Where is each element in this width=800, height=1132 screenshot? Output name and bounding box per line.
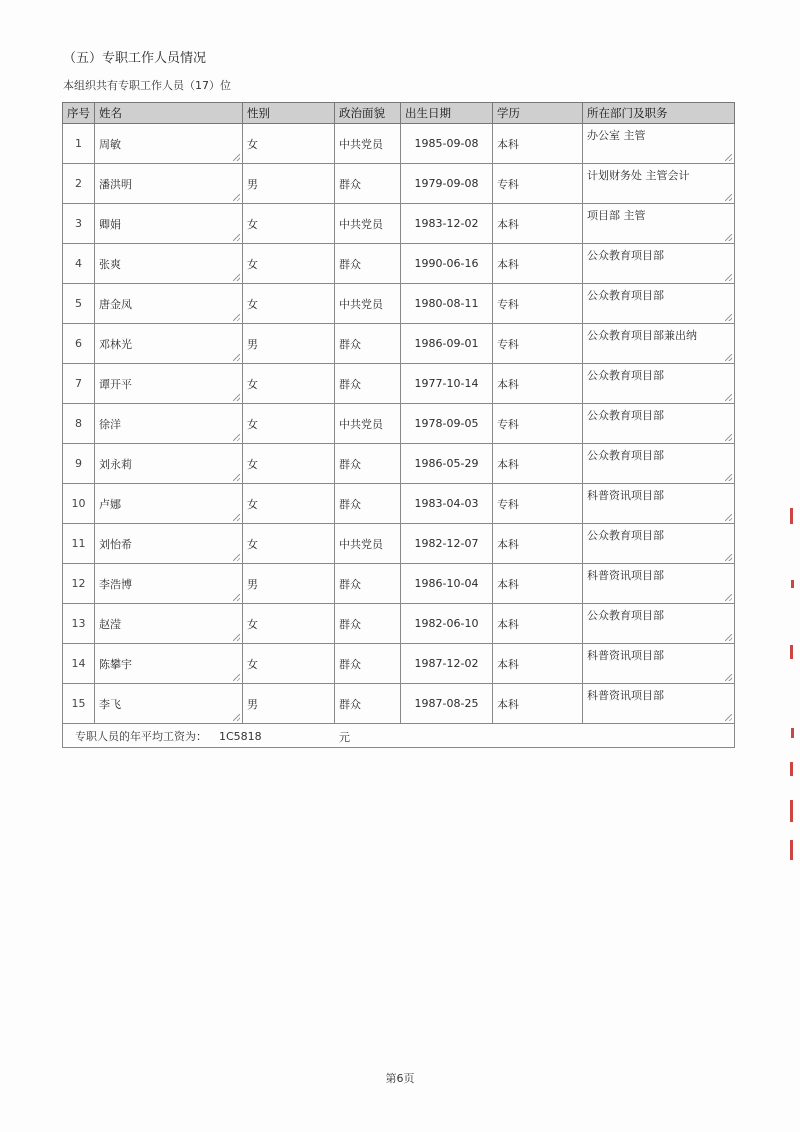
header-department: 所在部门及职务 xyxy=(583,103,735,124)
cell-gender-text: 女 xyxy=(247,257,258,271)
table-row xyxy=(63,644,735,684)
table-row xyxy=(63,284,735,324)
cell-education xyxy=(493,484,583,524)
table-row xyxy=(63,124,735,164)
salary-label: 专职人员的年平均工资为： xyxy=(75,729,207,743)
cell-name xyxy=(95,364,243,404)
cell-name-text: 卢娜 xyxy=(99,497,121,511)
cell-gender xyxy=(243,364,335,404)
page-number: 第6页 xyxy=(385,1072,415,1085)
scan-mark xyxy=(790,508,793,524)
cell-education xyxy=(493,204,583,244)
resize-grip-icon xyxy=(233,354,240,361)
cell-politics xyxy=(335,364,401,404)
cell-no-text: 15 xyxy=(71,697,86,710)
cell-politics-text: 中共党员 xyxy=(339,297,383,311)
cell-no-text: 12 xyxy=(71,577,86,590)
cell-education-text: 本科 xyxy=(497,457,519,471)
salary-unit: 元 xyxy=(339,731,350,744)
cell-name xyxy=(95,564,243,604)
cell-gender-text: 女 xyxy=(247,497,258,511)
cell-dob-text: 1982-12-07 xyxy=(414,537,479,550)
cell-gender-text: 女 xyxy=(247,657,258,671)
cell-name xyxy=(95,604,243,644)
resize-grip-icon xyxy=(233,594,240,601)
cell-politics xyxy=(335,684,401,724)
cell-dob-text: 1982-06-10 xyxy=(414,617,479,630)
cell-politics xyxy=(335,324,401,364)
cell-dob-text: 1986-05-29 xyxy=(414,457,479,470)
cell-dob xyxy=(401,444,493,484)
cell-politics-text: 群众 xyxy=(339,657,361,671)
cell-no xyxy=(63,124,95,164)
cell-dob xyxy=(401,204,493,244)
cell-dob xyxy=(401,564,493,604)
cell-gender xyxy=(243,284,335,324)
cell-politics-text: 中共党员 xyxy=(339,217,383,231)
cell-name-text: 刘永莉 xyxy=(99,457,132,471)
cell-department xyxy=(583,164,735,204)
cell-gender-text: 女 xyxy=(247,417,258,431)
scan-mark xyxy=(791,728,794,738)
cell-department-text: 计划财务处 主管会计 xyxy=(587,169,690,182)
resize-grip-icon xyxy=(233,154,240,161)
cell-gender xyxy=(243,484,335,524)
cell-education xyxy=(493,364,583,404)
cell-education-text: 专科 xyxy=(497,297,519,311)
cell-name xyxy=(95,204,243,244)
resize-grip-icon xyxy=(233,234,240,241)
cell-education-text: 专科 xyxy=(497,337,519,351)
cell-dob xyxy=(401,404,493,444)
table-row xyxy=(63,164,735,204)
cell-no xyxy=(63,684,95,724)
cell-department-text: 科普资讯项目部 xyxy=(587,569,664,582)
cell-no-text: 11 xyxy=(71,537,86,550)
cell-no xyxy=(63,204,95,244)
cell-dob-text: 1978-09-05 xyxy=(414,417,479,430)
cell-gender-text: 女 xyxy=(247,217,258,231)
staff-count-line xyxy=(63,77,231,93)
resize-grip-icon xyxy=(725,634,732,641)
cell-name xyxy=(95,164,243,204)
salary-cell xyxy=(63,724,735,748)
cell-politics-text: 群众 xyxy=(339,257,361,271)
table-row xyxy=(63,404,735,444)
cell-education-text: 本科 xyxy=(497,257,519,271)
scan-mark xyxy=(790,762,793,776)
table-row xyxy=(63,564,735,604)
cell-gender-text: 女 xyxy=(247,377,258,391)
cell-dob-text: 1987-08-25 xyxy=(414,697,479,710)
resize-grip-icon xyxy=(233,714,240,721)
cell-gender-text: 女 xyxy=(247,137,258,151)
header-politics: 政治面貌 xyxy=(335,103,401,124)
resize-grip-icon xyxy=(725,274,732,281)
cell-gender-text: 男 xyxy=(247,337,258,351)
cell-no xyxy=(63,484,95,524)
resize-grip-icon xyxy=(725,354,732,361)
cell-name xyxy=(95,644,243,684)
cell-politics-text: 群众 xyxy=(339,457,361,471)
cell-politics xyxy=(335,204,401,244)
cell-department xyxy=(583,204,735,244)
cell-education-text: 专科 xyxy=(497,177,519,191)
cell-gender xyxy=(243,684,335,724)
staff-table xyxy=(62,102,735,748)
salary-row xyxy=(63,724,735,748)
cell-department xyxy=(583,564,735,604)
cell-politics xyxy=(335,644,401,684)
cell-politics-text: 群众 xyxy=(339,377,361,391)
resize-grip-icon xyxy=(233,634,240,641)
resize-grip-icon xyxy=(725,594,732,601)
resize-grip-icon xyxy=(233,474,240,481)
cell-name-text: 李飞 xyxy=(99,697,121,711)
cell-dob-text: 1979-09-08 xyxy=(414,177,479,190)
cell-department-text: 公众教育项目部 xyxy=(587,249,664,262)
table-body xyxy=(63,124,735,724)
cell-department xyxy=(583,284,735,324)
cell-no-text: 7 xyxy=(75,377,82,390)
cell-department-text: 公众教育项目部 xyxy=(587,369,664,382)
cell-name-text: 谭开平 xyxy=(99,377,132,391)
cell-no xyxy=(63,524,95,564)
cell-education-text: 本科 xyxy=(497,617,519,631)
resize-grip-icon xyxy=(725,394,732,401)
cell-gender-text: 女 xyxy=(247,537,258,551)
cell-dob xyxy=(401,164,493,204)
cell-dob-text: 1986-09-01 xyxy=(414,337,479,350)
header-education: 学历 xyxy=(493,103,583,124)
cell-no-text: 8 xyxy=(75,417,82,430)
cell-department xyxy=(583,324,735,364)
cell-no xyxy=(63,404,95,444)
cell-name xyxy=(95,524,243,564)
cell-name xyxy=(95,244,243,284)
cell-education xyxy=(493,684,583,724)
cell-name xyxy=(95,684,243,724)
cell-department-text: 科普资讯项目部 xyxy=(587,689,664,702)
cell-dob xyxy=(401,364,493,404)
cell-education-text: 本科 xyxy=(497,217,519,231)
cell-no-text: 9 xyxy=(75,457,82,470)
cell-dob xyxy=(401,124,493,164)
cell-department-text: 公众教育项目部兼出纳 xyxy=(587,329,697,342)
cell-politics xyxy=(335,404,401,444)
cell-no xyxy=(63,284,95,324)
resize-grip-icon xyxy=(725,434,732,441)
cell-dob-text: 1990-06-16 xyxy=(414,257,479,270)
cell-name-text: 张爽 xyxy=(99,257,121,271)
cell-department xyxy=(583,484,735,524)
cell-department xyxy=(583,404,735,444)
table-row xyxy=(63,484,735,524)
header-gender: 性别 xyxy=(243,103,335,124)
cell-name-text: 邓林光 xyxy=(99,337,132,351)
cell-gender xyxy=(243,644,335,684)
cell-dob xyxy=(401,644,493,684)
cell-education xyxy=(493,604,583,644)
cell-gender xyxy=(243,164,335,204)
cell-no-text: 3 xyxy=(75,217,82,230)
cell-department xyxy=(583,244,735,284)
cell-education-text: 本科 xyxy=(497,657,519,671)
cell-dob-text: 1985-09-08 xyxy=(414,137,479,150)
cell-education xyxy=(493,444,583,484)
cell-education xyxy=(493,524,583,564)
cell-name-text: 赵滢 xyxy=(99,617,121,631)
resize-grip-icon xyxy=(233,674,240,681)
cell-department xyxy=(583,364,735,404)
cell-dob xyxy=(401,284,493,324)
cell-politics xyxy=(335,244,401,284)
table-row xyxy=(63,444,735,484)
cell-dob xyxy=(401,484,493,524)
resize-grip-icon xyxy=(233,314,240,321)
cell-no-text: 5 xyxy=(75,297,82,310)
resize-grip-icon xyxy=(233,434,240,441)
table-row xyxy=(63,524,735,564)
resize-grip-icon xyxy=(725,194,732,201)
cell-politics xyxy=(335,484,401,524)
table-row xyxy=(63,364,735,404)
cell-no-text: 10 xyxy=(71,497,86,510)
cell-dob-text: 1977-10-14 xyxy=(414,377,479,390)
cell-education-text: 本科 xyxy=(497,577,519,591)
cell-education-text: 本科 xyxy=(497,697,519,711)
cell-education-text: 专科 xyxy=(497,417,519,431)
cell-name-text: 陈攀宇 xyxy=(99,657,132,671)
cell-no xyxy=(63,444,95,484)
cell-gender xyxy=(243,404,335,444)
cell-no-text: 14 xyxy=(71,657,86,670)
cell-name xyxy=(95,444,243,484)
header-name: 姓名 xyxy=(95,103,243,124)
cell-gender-text: 男 xyxy=(247,177,258,191)
resize-grip-icon xyxy=(233,394,240,401)
cell-education xyxy=(493,324,583,364)
cell-dob xyxy=(401,244,493,284)
cell-education-text: 本科 xyxy=(497,377,519,391)
cell-no xyxy=(63,244,95,284)
cell-department-text: 项目部 主管 xyxy=(587,209,646,222)
cell-name-text: 李浩博 xyxy=(99,577,132,591)
count-suffix: ）位 xyxy=(209,79,231,92)
cell-gender xyxy=(243,524,335,564)
cell-politics-text: 群众 xyxy=(339,497,361,511)
cell-gender xyxy=(243,444,335,484)
cell-education xyxy=(493,644,583,684)
cell-politics-text: 群众 xyxy=(339,617,361,631)
cell-gender xyxy=(243,124,335,164)
cell-education xyxy=(493,284,583,324)
cell-department xyxy=(583,124,735,164)
cell-no xyxy=(63,644,95,684)
cell-gender xyxy=(243,604,335,644)
resize-grip-icon xyxy=(725,474,732,481)
cell-politics-text: 群众 xyxy=(339,337,361,351)
cell-politics xyxy=(335,604,401,644)
cell-no xyxy=(63,364,95,404)
resize-grip-icon xyxy=(725,154,732,161)
resize-grip-icon xyxy=(233,514,240,521)
scan-mark xyxy=(790,840,793,860)
cell-politics xyxy=(335,124,401,164)
cell-education xyxy=(493,124,583,164)
header-dob: 出生日期 xyxy=(401,103,493,124)
cell-name-text: 卿娟 xyxy=(99,217,121,231)
resize-grip-icon xyxy=(725,314,732,321)
cell-name-text: 唐金凤 xyxy=(99,297,132,311)
cell-politics xyxy=(335,284,401,324)
cell-name xyxy=(95,484,243,524)
cell-no-text: 4 xyxy=(75,257,82,270)
resize-grip-icon xyxy=(233,274,240,281)
cell-politics-text: 中共党员 xyxy=(339,537,383,551)
cell-education-text: 专科 xyxy=(497,497,519,511)
cell-name-text: 刘怡希 xyxy=(99,537,132,551)
cell-education xyxy=(493,404,583,444)
cell-name xyxy=(95,284,243,324)
staff-count: 17 xyxy=(195,79,209,92)
cell-dob xyxy=(401,324,493,364)
table-row xyxy=(63,324,735,364)
cell-no-text: 6 xyxy=(75,337,82,350)
cell-politics-text: 中共党员 xyxy=(339,137,383,151)
resize-grip-icon xyxy=(725,514,732,521)
table-row xyxy=(63,684,735,724)
table-header-row xyxy=(63,103,735,124)
cell-education xyxy=(493,164,583,204)
cell-no xyxy=(63,164,95,204)
cell-gender xyxy=(243,564,335,604)
cell-education xyxy=(493,564,583,604)
resize-grip-icon xyxy=(233,554,240,561)
cell-department xyxy=(583,684,735,724)
cell-dob xyxy=(401,524,493,564)
cell-gender-text: 女 xyxy=(247,617,258,631)
cell-name xyxy=(95,324,243,364)
cell-department xyxy=(583,444,735,484)
cell-politics-text: 群众 xyxy=(339,177,361,191)
cell-name-text: 徐洋 xyxy=(99,417,121,431)
resize-grip-icon xyxy=(725,554,732,561)
cell-gender-text: 男 xyxy=(247,697,258,711)
cell-dob xyxy=(401,604,493,644)
cell-dob-text: 1983-12-02 xyxy=(414,217,479,230)
cell-department-text: 科普资讯项目部 xyxy=(587,489,664,502)
cell-department-text: 公众教育项目部 xyxy=(587,529,664,542)
cell-gender-text: 女 xyxy=(247,457,258,471)
cell-dob-text: 1986-10-04 xyxy=(414,577,479,590)
scan-mark xyxy=(790,645,793,659)
cell-dob-text: 1980-08-11 xyxy=(414,297,479,310)
cell-department xyxy=(583,644,735,684)
cell-department xyxy=(583,604,735,644)
table-row xyxy=(63,244,735,284)
resize-grip-icon xyxy=(233,194,240,201)
cell-dob xyxy=(401,684,493,724)
scan-mark xyxy=(791,580,794,588)
cell-education-text: 本科 xyxy=(497,137,519,151)
cell-politics xyxy=(335,164,401,204)
cell-politics xyxy=(335,564,401,604)
cell-department xyxy=(583,524,735,564)
cell-no xyxy=(63,604,95,644)
salary-value: 1C5818 xyxy=(219,729,262,743)
cell-politics xyxy=(335,444,401,484)
cell-education xyxy=(493,244,583,284)
table-row xyxy=(63,604,735,644)
cell-gender xyxy=(243,244,335,284)
cell-department-text: 公众教育项目部 xyxy=(587,449,664,462)
cell-dob-text: 1983-04-03 xyxy=(414,497,479,510)
cell-name xyxy=(95,404,243,444)
cell-department-text: 办公室 主管 xyxy=(587,129,646,142)
cell-politics-text: 群众 xyxy=(339,577,361,591)
cell-name-text: 潘洪明 xyxy=(99,177,132,191)
cell-education-text: 本科 xyxy=(497,537,519,551)
cell-gender-text: 女 xyxy=(247,297,258,311)
header-no: 序号 xyxy=(63,103,95,124)
resize-grip-icon xyxy=(725,234,732,241)
cell-no-text: 1 xyxy=(75,137,82,150)
cell-no xyxy=(63,564,95,604)
cell-department-text: 公众教育项目部 xyxy=(587,289,664,302)
resize-grip-icon xyxy=(725,714,732,721)
cell-gender-text: 男 xyxy=(247,577,258,591)
cell-no-text: 2 xyxy=(75,177,82,190)
cell-dob-text: 1987-12-02 xyxy=(414,657,479,670)
resize-grip-icon xyxy=(725,674,732,681)
cell-name xyxy=(95,124,243,164)
cell-no xyxy=(63,324,95,364)
cell-gender xyxy=(243,324,335,364)
cell-politics xyxy=(335,524,401,564)
count-prefix: 本组织共有专职工作人员（ xyxy=(63,79,195,92)
cell-politics-text: 中共党员 xyxy=(339,417,383,431)
cell-name-text: 周敏 xyxy=(99,137,121,151)
cell-politics-text: 群众 xyxy=(339,697,361,711)
table-row xyxy=(63,204,735,244)
scan-mark xyxy=(790,800,793,822)
cell-department-text: 科普资讯项目部 xyxy=(587,649,664,662)
section-title: （五）专职工作人员情况 xyxy=(63,51,207,66)
cell-department-text: 公众教育项目部 xyxy=(587,409,664,422)
cell-department-text: 公众教育项目部 xyxy=(587,609,664,622)
cell-gender xyxy=(243,204,335,244)
cell-no-text: 13 xyxy=(71,617,86,630)
